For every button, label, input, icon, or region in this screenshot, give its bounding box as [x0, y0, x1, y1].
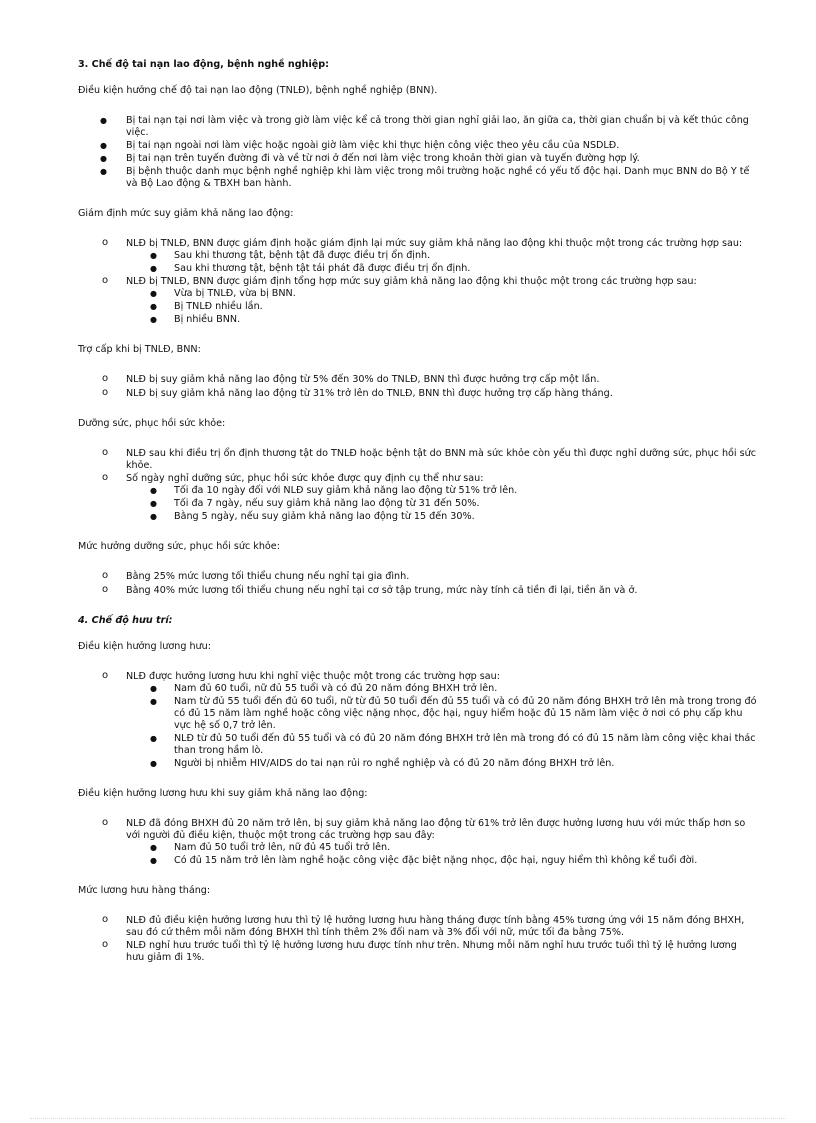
sub-list-item: ● Sau khi thương tật, bệnh tật đã được điều trị ổn định. — [78, 250, 758, 262]
list-item — [78, 671, 758, 770]
section-4-title: 4. Chế độ hưu trí: — [78, 615, 173, 626]
sub-list-item: ● Sau khi thương tật, bệnh tật tái phát đã được điều trị ổn định. — [78, 263, 758, 275]
monthly-pension-list — [78, 915, 758, 964]
allowance-list — [78, 374, 758, 400]
list-item: ● Bị bệnh thuộc danh mục bệnh nghề nghiệp khi làm việc trong môi trường hoặc nghề có yếu tố độc hại. Danh mục BNN do Bộ Y tế và Bộ Lao động & TBXH ban hành. — [78, 166, 758, 190]
list-item — [78, 276, 758, 326]
list-item: o NLĐ sau khi điều trị ổn định thương tật do TNLĐ hoặc bệnh tật do BNN mà sức khỏe còn yếu thì được nghỉ dưỡng sức, phục hồi sức khỏe. — [78, 448, 758, 472]
sub-list — [78, 250, 758, 275]
recovery-rate-list — [78, 571, 758, 597]
list-item: o NLĐ nghỉ hưu trước tuổi thì tỷ lệ hưởng lương hưu được tính như trên. Nhưng mỗi năm nghỉ hưu trước tuổi thì tỷ lệ hưởng lương hưu giảm đi 1%. — [78, 940, 758, 964]
list-item: o NLĐ bị suy giảm khả năng lao động từ 5% đến 30% do TNLĐ, BNN thì được hưởng trợ cấp một lần. — [78, 374, 758, 386]
sub-list — [78, 842, 758, 867]
list-item: ● Bị tai nạn tại nơi làm việc và trong giờ làm việc kể cả trong thời gian nghỉ giải lao, ăn giữa ca, thời gian chuẩn bị và kết thúc công việc. — [78, 115, 758, 139]
sub-list — [78, 683, 758, 770]
tnld-conditions-heading: Điều kiện hưởng chế độ tai nạn lao động (TNLĐ), bệnh nghề nghiệp (BNN). — [78, 85, 438, 96]
sub-list-item: ● NLĐ từ đủ 50 tuổi đến đủ 55 tuổi và có đủ 20 năm đóng BHXH trở lên mà trong đó có đủ 15 năm làm công việc khai thác than trong hầm lò. — [78, 733, 758, 757]
list-item: o Bằng 25% mức lương tối thiểu chung nếu nghỉ tại gia đình. — [78, 571, 758, 583]
reduced-capacity-heading: Điều kiện hưởng lương hưu khi suy giảm khả năng lao động: — [78, 788, 368, 799]
sub-list-item: ● Người bị nhiễm HIV/AIDS do tai nạn rủi ro nghề nghiệp và có đủ 20 năm đóng BHXH trở lên. — [78, 758, 758, 770]
document-content — [78, 59, 758, 964]
sub-list-item: ● Bị TNLĐ nhiều lần. — [78, 301, 758, 313]
sub-list — [78, 288, 758, 326]
section-3-title: 3. Chế độ tai nạn lao động, bệnh nghề nghiệp: — [78, 59, 329, 70]
page-bottom-divider — [30, 1118, 786, 1119]
reduced-capacity-list — [78, 818, 758, 867]
recovery-heading: Dưỡng sức, phục hồi sức khỏe: — [78, 418, 226, 429]
sub-list-item: ● Có đủ 15 năm trở lên làm nghề hoặc công việc đặc biệt nặng nhọc, độc hại, nguy hiểm thì không kể tuổi đời. — [78, 855, 758, 867]
sub-list-item: ● Nam đủ 50 tuổi trở lên, nữ đủ 45 tuổi trở lên. — [78, 842, 758, 854]
list-item: o NLĐ đủ điều kiện hưởng lương hưu thì tỷ lệ hưởng lương hưu hàng tháng được tính bằng 45% tương ứng với 15 năm đóng BHXH, sau đó cứ thêm mỗi năm đóng BHXH thì tính thêm 2% đối nam và 3% đối với nữ, mức tối đa bằng 75%. — [78, 915, 758, 939]
pension-conditions-heading: Điều kiện hưởng lương hưu: — [78, 641, 211, 652]
pension-condition-a: NLĐ được hưởng lương hưu khi nghỉ việc thuộc một trong các trường hợp sau: — [126, 671, 500, 682]
list-item — [78, 238, 758, 275]
list-item — [78, 818, 758, 867]
assessment-heading: Giám định mức suy giảm khả năng lao động: — [78, 208, 294, 219]
assessment-list — [78, 238, 758, 326]
tnld-conditions-list — [78, 115, 758, 190]
allowance-heading: Trợ cấp khi bị TNLĐ, BNN: — [78, 344, 201, 355]
assessment-item-b: NLĐ bị TNLĐ, BNN được giám định tổng hợp mức suy giảm khả năng lao động khi thuộc một trong các trường hợp sau: — [126, 276, 697, 287]
pension-conditions-list — [78, 671, 758, 770]
sub-list-item: ● Vừa bị TNLĐ, vừa bị BNN. — [78, 288, 758, 300]
assessment-item-a: NLĐ bị TNLĐ, BNN được giám định hoặc giám định lại mức suy giảm khả năng lao động khi thuộc một trong các trường hợp sau: — [126, 238, 743, 249]
list-item: ● Bị tai nạn trên tuyến đường đi và về từ nơi ở đến nơi làm việc trong khoản thời gian và tuyến đường hợp lý. — [78, 153, 758, 165]
recovery-rate-heading: Mức hưởng dưỡng sức, phục hồi sức khỏe: — [78, 541, 280, 552]
recovery-list — [78, 448, 758, 523]
sub-list-item: ● Tối đa 10 ngày đối với NLĐ suy giảm khả năng lao động từ 51% trở lên. — [78, 485, 758, 497]
sub-list-item: ● Nam từ đủ 55 tuổi đến đủ 60 tuổi, nữ từ đủ 50 tuổi đến đủ 55 tuổi và có đủ 20 năm đóng BHXH trở lên mà trong trong đó có đủ 15 năm làm nghề hoặc công việc nặng nhọc, độc hại, nguy hiểm hoặc đủ 15 năm làm việc ở nơi có phụ cấp khu vực hệ số 0,7 trở lên. — [78, 696, 758, 732]
recovery-item-b: Số ngày nghỉ dưỡng sức, phục hồi sức khỏe được quy định cụ thể như sau: — [126, 473, 484, 484]
sub-list-item: ● Tối đa 7 ngày, nếu suy giảm khả năng lao động từ 31 đến 50%. — [78, 498, 758, 510]
list-item: o Bằng 40% mức lương tối thiểu chung nếu nghỉ tại cơ sở tập trung, mức này tính cả tiền đi lại, tiền ăn và ở. — [78, 585, 758, 597]
list-item: o NLĐ bị suy giảm khả năng lao động từ 31% trở lên do TNLĐ, BNN thì được hưởng trợ cấp hàng tháng. — [78, 388, 758, 400]
sub-list-item: ● Bị nhiều BNN. — [78, 314, 758, 326]
list-item — [78, 473, 758, 523]
sub-list-item: ● Bằng 5 ngày, nếu suy giảm khả năng lao động từ 15 đến 30%. — [78, 511, 758, 523]
list-item: ● Bị tai nạn ngoài nơi làm việc hoặc ngoài giờ làm việc khi thực hiện công việc theo yêu cầu của NSDLĐ. — [78, 140, 758, 152]
sub-list-item: ● Nam đủ 60 tuổi, nữ đủ 55 tuổi và có đủ 20 năm đóng BHXH trở lên. — [78, 683, 758, 695]
monthly-pension-heading: Mức lương hưu hàng tháng: — [78, 885, 211, 896]
sub-list — [78, 485, 758, 523]
reduced-capacity-item-a: NLĐ đã đóng BHXH đủ 20 năm trở lên, bị suy giảm khả năng lao động từ 61% trở lên được hưởng lương hưu với mức thấp hơn so với người đủ điều kiện, thuộc một trong các trường hợp sau đây: — [126, 818, 746, 841]
